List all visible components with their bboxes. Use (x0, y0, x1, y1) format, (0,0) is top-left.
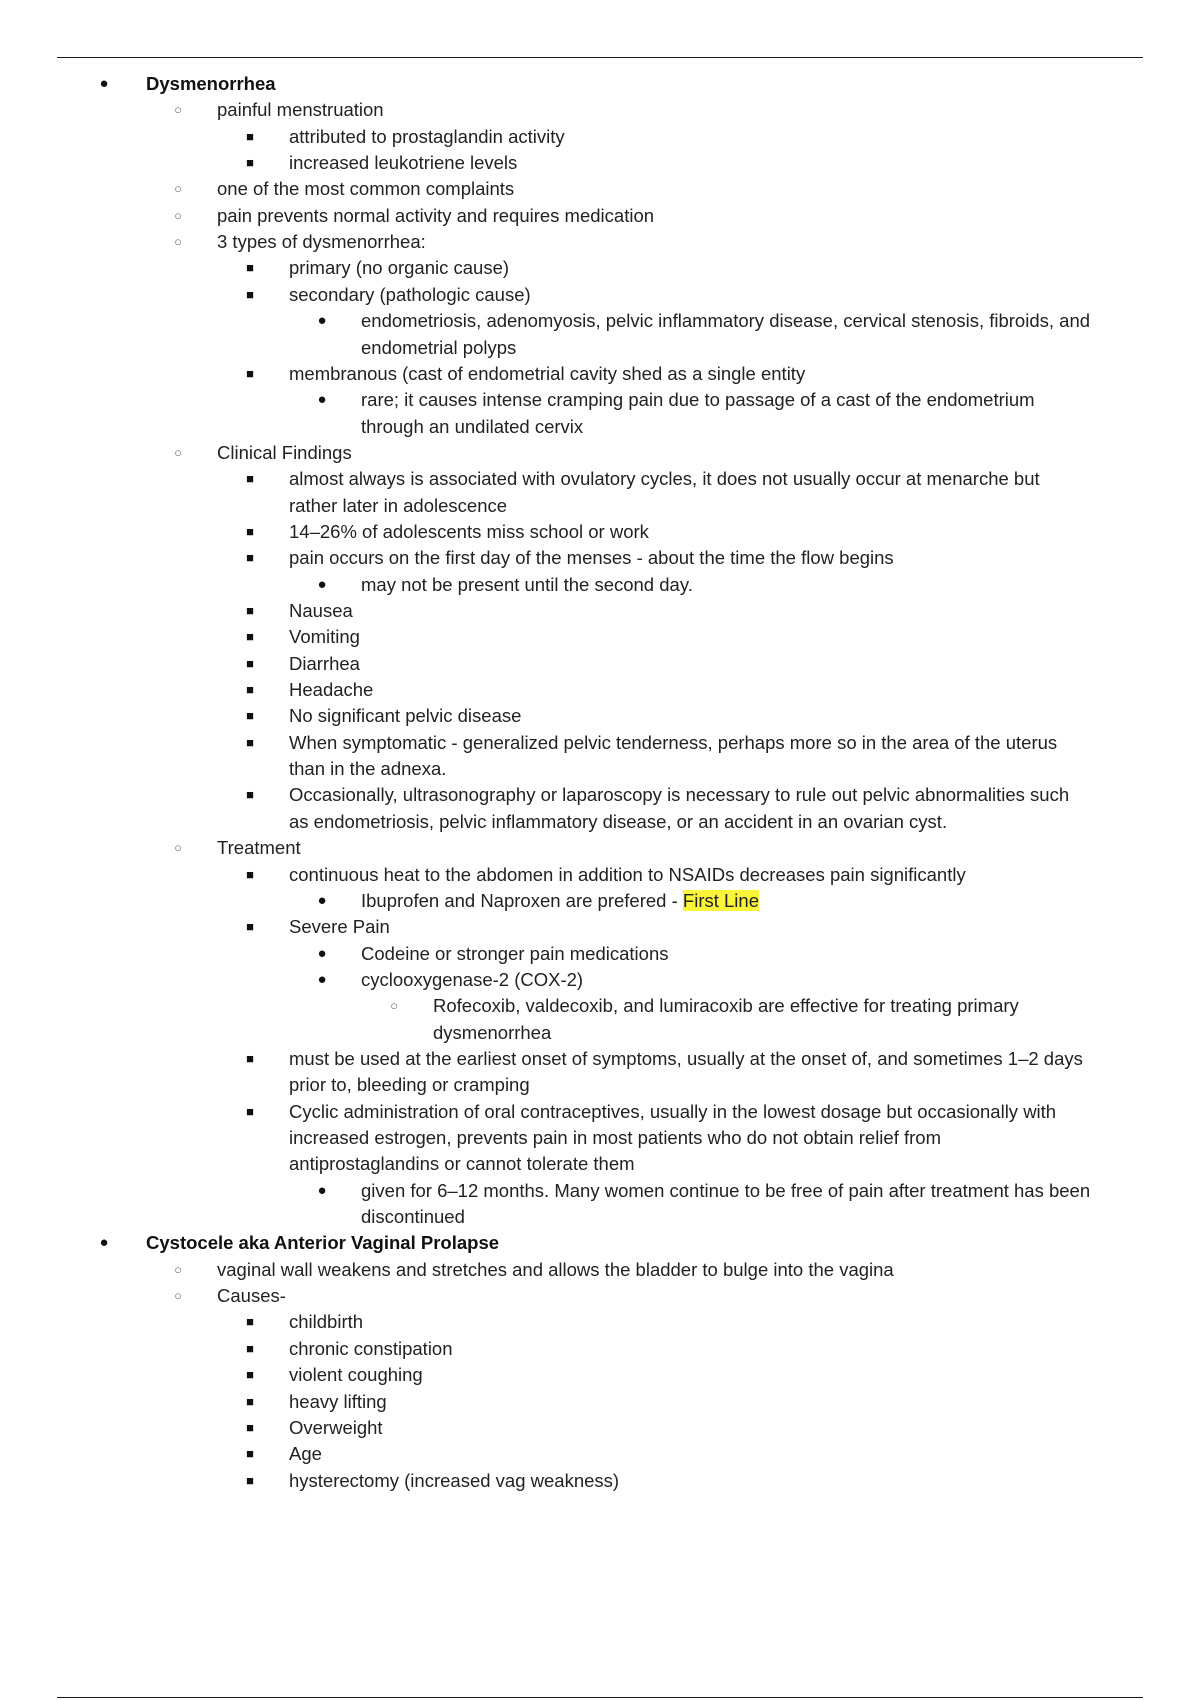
bullet-icon: ■ (246, 655, 254, 671)
bullet-icon: ● (317, 1181, 327, 1199)
list-item-line (0, 519, 1200, 545)
bullet-icon: ■ (246, 1419, 254, 1435)
list-item-line (0, 203, 1200, 229)
item-text: violent coughing (289, 1364, 423, 1386)
item-text: Overweight (289, 1416, 383, 1438)
bullet-icon: ● (317, 575, 327, 593)
bottom-rule (57, 1697, 1143, 1698)
list-item-line (0, 1336, 1200, 1362)
bullet-icon: ■ (246, 155, 254, 171)
item-text: Diarrhea (289, 652, 360, 674)
item-text: one of the most common complaints (217, 178, 515, 200)
section-heading (0, 1230, 1200, 1256)
bullet-icon: ■ (246, 1446, 254, 1462)
list-item-line (0, 809, 1200, 835)
bullet-icon: ■ (246, 523, 254, 539)
item-text: heavy lifting (289, 1390, 387, 1412)
highlighted-text: First Line (682, 889, 759, 911)
list-item-line (0, 1468, 1200, 1494)
list-item-line (0, 1389, 1200, 1415)
item-text: cyclooxygenase-2 (COX-2) (361, 968, 584, 990)
item-text: When symptomatic - generalized pelvic tenderness, perhaps more so in the area of the uterus (289, 731, 1058, 753)
list-item-line (0, 1072, 1200, 1098)
list-item-line (0, 1125, 1200, 1151)
bullet-icon: ■ (246, 550, 254, 566)
item-text: Nausea (289, 600, 353, 621)
bullet-icon: ■ (246, 682, 254, 698)
item-text: discontinued (361, 1206, 465, 1228)
list-item-line (0, 572, 1200, 598)
list-item-line (0, 914, 1200, 940)
list-item-line (0, 651, 1200, 677)
item-text: almost always is associated with ovulatory cycles, it does not usually occur at menarche but (289, 468, 1040, 490)
item-text: Age (289, 1443, 322, 1465)
item-text: may not be present until the second day. (361, 573, 693, 595)
bullet-icon: ■ (246, 365, 254, 381)
list-item-line (0, 493, 1200, 519)
bullet-icon: ○ (174, 234, 182, 250)
list-item-line (0, 387, 1200, 413)
bullet-icon: ○ (174, 102, 182, 118)
list-item-line (0, 598, 1200, 624)
list-item-line (0, 150, 1200, 176)
item-text: Severe Pain (289, 916, 390, 938)
list-item-line (0, 888, 1200, 914)
item-text: increased estrogen, prevents pain in most patients who do not obtain relief from (289, 1127, 941, 1148)
bullet-icon: ● (99, 75, 109, 92)
item-text: must be used at the earliest onset of symptoms, usually at the onset of, and sometimes 1–2 days (289, 1047, 1083, 1069)
bullet-icon: ■ (246, 128, 254, 144)
item-text: 3 types of dysmenorrhea: (217, 231, 426, 253)
bullet-icon: ■ (246, 1103, 254, 1119)
item-text: primary (no organic cause) (289, 257, 510, 279)
bullet-icon: ■ (246, 1472, 254, 1488)
list-item-line (0, 1046, 1200, 1072)
item-text: Occasionally, ultrasonography or laparoscopy is necessary to rule out pelvic abnormalities such (289, 784, 1070, 806)
bullet-icon: ■ (246, 286, 254, 302)
bullet-icon: ■ (246, 787, 254, 803)
item-text: pain occurs on the first day of the menses - about the time the flow begins (289, 547, 894, 569)
item-text: given for 6–12 months. Many women continue to be free of pain after treatment has been (361, 1179, 1091, 1201)
list-item-line (0, 703, 1200, 729)
bullet-icon: ○ (174, 444, 182, 460)
item-text: than in the adnexa. (289, 758, 447, 780)
list-item-line (0, 941, 1200, 967)
bullet-icon: ■ (246, 1340, 254, 1356)
list-item-line (0, 466, 1200, 492)
bullet-icon: ■ (246, 708, 254, 724)
bullet-icon: ● (317, 944, 327, 962)
list-item-line (0, 1362, 1200, 1388)
list-item-line (0, 1283, 1200, 1309)
item-text: Ibuprofen and Naproxen are prefered - First Line (361, 889, 759, 911)
list-item-line (0, 993, 1200, 1019)
bullet-icon: ○ (174, 207, 182, 223)
bullet-icon: ○ (174, 1288, 182, 1304)
bullet-icon: ■ (246, 603, 254, 618)
item-text: endometrial polyps (361, 336, 517, 358)
bullet-icon: ● (317, 891, 327, 909)
item-text: chronic constipation (289, 1337, 453, 1359)
top-rule (57, 57, 1143, 58)
bullet-icon: ■ (246, 1367, 254, 1383)
bullet-icon: ○ (174, 840, 182, 856)
list-item-line (0, 545, 1200, 571)
list-item-line (0, 176, 1200, 202)
list-item-line (0, 124, 1200, 150)
list-item-line (0, 1257, 1200, 1283)
bullet-icon: ○ (174, 181, 182, 197)
bullet-icon: ■ (246, 1393, 254, 1409)
list-item-line (0, 1151, 1200, 1177)
item-text: Rofecoxib, valdecoxib, and lumiracoxib are effective for treating primary (433, 995, 1019, 1017)
item-text: dysmenorrhea (433, 1021, 552, 1043)
item-text: antiprostaglandins or cannot tolerate them (289, 1153, 635, 1175)
bullet-icon: ■ (246, 471, 254, 487)
item-text: pain prevents normal activity and requires medication (217, 204, 655, 226)
list-item-line (0, 1020, 1200, 1046)
item-text: rare; it causes intense cramping pain due to passage of a cast of the endometrium (361, 389, 1035, 411)
list-item-line (0, 1441, 1200, 1467)
list-item-line (0, 361, 1200, 387)
list-item-line (0, 1178, 1200, 1204)
bullet-icon: ■ (246, 1050, 254, 1066)
item-text: endometriosis, adenomyosis, pelvic inflammatory disease, cervical stenosis, fibroids, and (361, 310, 1091, 332)
list-item-line (0, 677, 1200, 703)
list-item-line (0, 835, 1200, 861)
item-text: membranous (cast of endometrial cavity shed as a single entity (289, 362, 806, 384)
list-item-line (0, 624, 1200, 650)
bullet-icon: ● (317, 970, 327, 988)
item-text: Cyclic administration of oral contraceptives, usually in the lowest dosage but occasionally with (289, 1100, 1057, 1122)
list-item-line (0, 967, 1200, 993)
list-item-line (0, 756, 1200, 782)
item-text: as endometriosis, pelvic inflammatory disease, or an accident in an ovarian cyst. (289, 810, 948, 832)
list-item-line (0, 1099, 1200, 1125)
list-item-line (0, 229, 1200, 255)
list-item-line (0, 97, 1200, 123)
bullet-icon: ■ (246, 919, 254, 935)
bullet-icon: ■ (246, 866, 254, 882)
item-text: secondary (pathologic cause) (289, 283, 531, 305)
list-item-line (0, 782, 1200, 808)
item-text: through an undilated cervix (361, 415, 584, 437)
list-item-line (0, 308, 1200, 334)
list-item-line (0, 730, 1200, 756)
list-item-line (0, 1309, 1200, 1335)
item-text: Headache (289, 679, 374, 701)
bullet-icon: ● (317, 312, 327, 330)
item-text: childbirth (289, 1311, 364, 1333)
item-text: Causes- (217, 1285, 286, 1307)
item-text: attributed to prostaglandin activity (289, 125, 565, 147)
item-text: No significant pelvic disease (289, 705, 522, 727)
item-text: Vomiting (289, 626, 360, 648)
item-text: Treatment (217, 837, 301, 859)
bullet-icon: ● (317, 391, 327, 409)
list-item-line (0, 1415, 1200, 1441)
list-item-line (0, 335, 1200, 361)
bullet-icon: ■ (246, 734, 254, 750)
list-item-line (0, 862, 1200, 888)
item-text: hysterectomy (increased vag weakness) (289, 1469, 620, 1491)
list-item-line (0, 440, 1200, 466)
section-title: Cystocele aka Anterior Vaginal Prolapse (146, 1232, 500, 1254)
bullet-icon: ■ (246, 260, 254, 276)
item-text: Clinical Findings (217, 441, 352, 463)
list-item-line (0, 255, 1200, 281)
item-text: continuous heat to the abdomen in addition to NSAIDs decreases pain significantly (289, 863, 966, 885)
section-title: Dysmenorrhea (146, 73, 276, 94)
list-item-line (0, 1204, 1200, 1230)
bullet-icon: ○ (174, 1261, 182, 1277)
bullet-icon: ■ (246, 1314, 254, 1330)
bullet-icon: ● (99, 1234, 109, 1252)
item-text: rather later in adolescence (289, 494, 508, 516)
section-heading (0, 71, 1200, 97)
item-text: vaginal wall weakens and stretches and allows the bladder to bulge into the vagina (217, 1258, 894, 1280)
bullet-icon: ○ (390, 998, 398, 1014)
item-text: prior to, bleeding or cramping (289, 1074, 530, 1096)
item-text: 14–26% of adolescents miss school or work (289, 520, 649, 542)
item-text: Codeine or stronger pain medications (361, 942, 669, 964)
item-text: painful menstruation (217, 99, 384, 121)
list-item-line (0, 282, 1200, 308)
item-text: increased leukotriene levels (289, 152, 518, 174)
bullet-icon: ■ (246, 629, 254, 645)
list-item-line (0, 414, 1200, 440)
